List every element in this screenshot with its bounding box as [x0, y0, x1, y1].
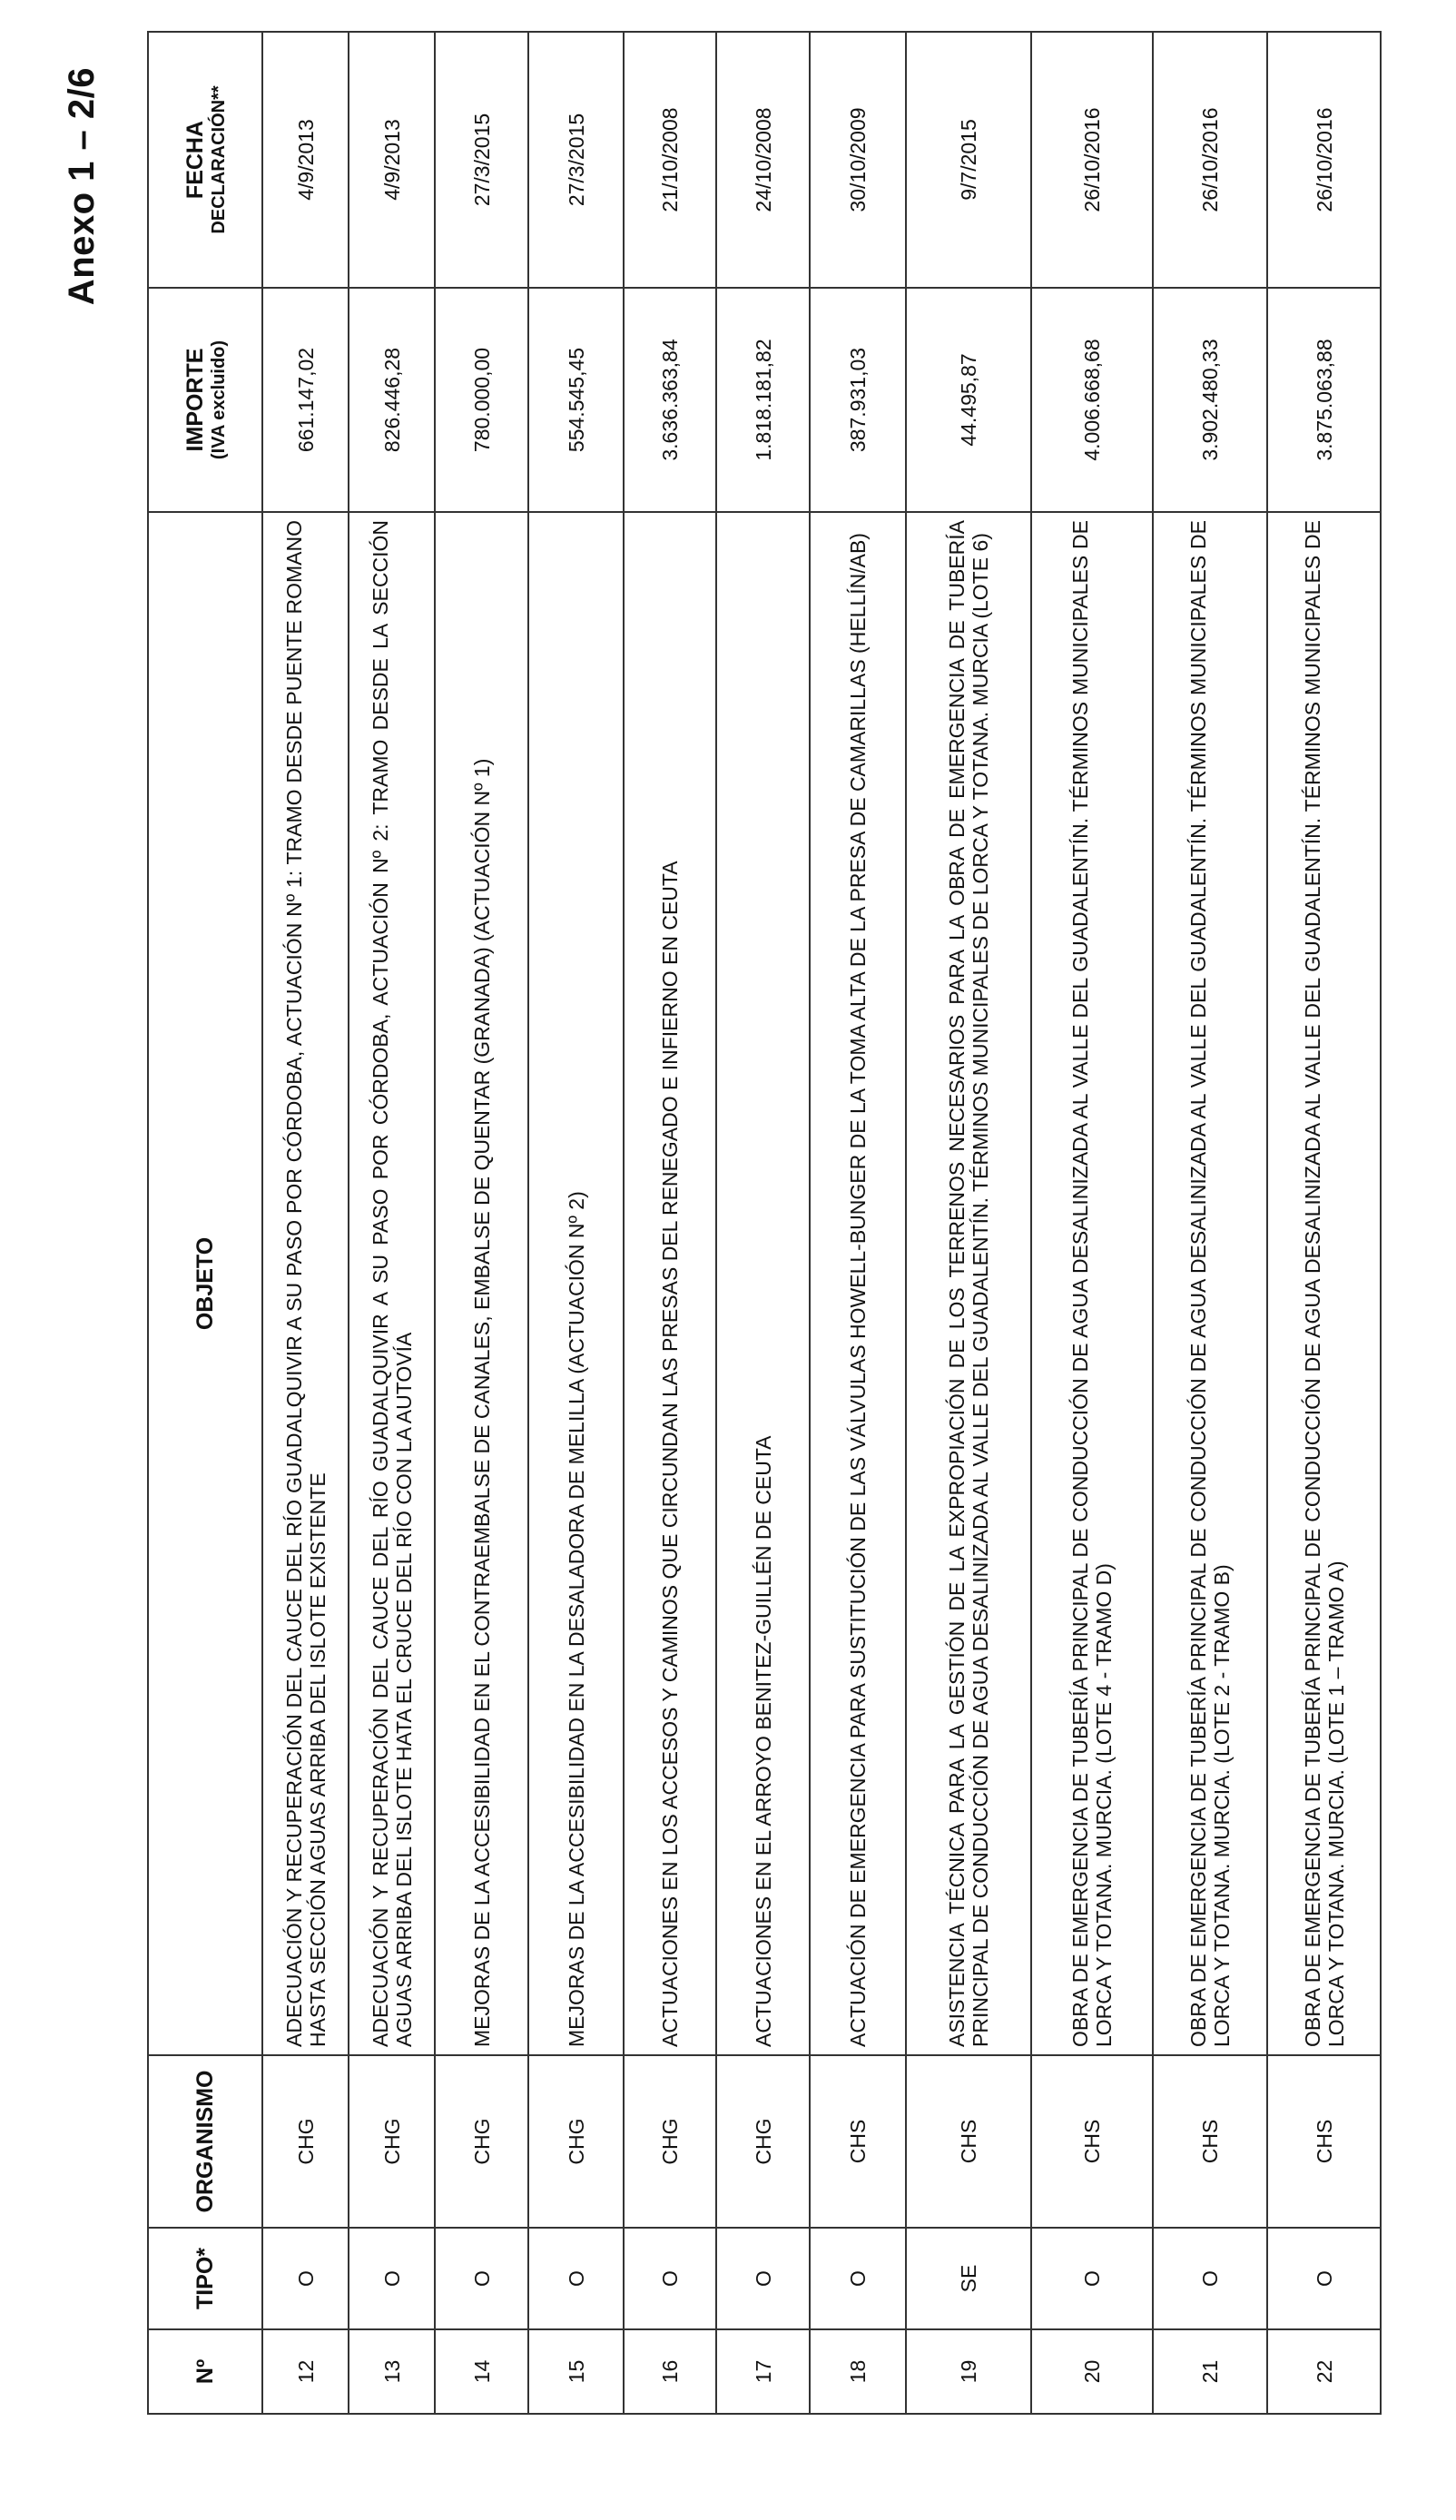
table-row — [435, 32, 528, 2414]
cell-tipo: SE — [906, 2228, 1031, 2329]
cell-tipo: O — [1267, 2228, 1381, 2329]
table-row — [528, 32, 624, 2414]
cell-fecha: 21/10/2008 — [624, 32, 716, 288]
cell-tipo: O — [810, 2228, 906, 2329]
cell-fecha: 26/10/2016 — [1153, 32, 1267, 288]
contracts-table — [147, 31, 1382, 2415]
header-organismo: ORGANISMO — [148, 2055, 262, 2228]
cell-objeto: ADECUACIÓN Y RECUPERACIÓN DEL CAUCE DEL RÍO GUADALQUIVIR A SU PASO POR CÓRDOBA, ACTUACIÓN Nº 2: TRAMO DESDE LA SECCIÓN AGUAS ARRIBA DEL ISLOTE HATA EL CRUCE DEL RÍO CON LA AUTOVÍA — [349, 512, 435, 2055]
cell-objeto: ACTUACIÓN DE EMERGENCIA PARA SUSTITUCIÓN DE LAS VÁLVULAS HOWELL-BUNGER DE LA TOMA ALTA DE LA PRESA DE CAMARILLAS (HELLÍN/AB) — [810, 512, 906, 2055]
cell-tipo: O — [262, 2228, 349, 2329]
cell-fecha: 26/10/2016 — [1031, 32, 1153, 288]
cell-fecha: 26/10/2016 — [1267, 32, 1381, 288]
cell-organismo: CHG — [716, 2055, 810, 2228]
cell-objeto: ACTUACIONES EN EL ARROYO BENITEZ-GUILLÉN DE CEUTA — [716, 512, 810, 2055]
cell-importe: 1.818.181,82 — [716, 288, 810, 512]
cell-num: 17 — [716, 2329, 810, 2414]
cell-tipo: O — [349, 2228, 435, 2329]
table-row — [716, 32, 810, 2414]
cell-fecha: 27/3/2015 — [435, 32, 528, 288]
annex-title: Anexo 1 – 2/6 — [62, 67, 102, 306]
cell-importe: 4.006.668,68 — [1031, 288, 1153, 512]
cell-num: 19 — [906, 2329, 1031, 2414]
cell-num: 13 — [349, 2329, 435, 2414]
cell-importe: 826.446,28 — [349, 288, 435, 512]
header-fecha-label: FECHA — [182, 120, 208, 200]
cell-fecha: 4/9/2013 — [349, 32, 435, 288]
cell-objeto: MEJORAS DE LA ACCESIBILIDAD EN LA DESALADORA DE MELILLA (ACTUACIÓN Nº 2) — [528, 512, 624, 2055]
cell-organismo: CHG — [624, 2055, 716, 2228]
cell-organismo: CHS — [810, 2055, 906, 2228]
cell-importe: 3.636.363,84 — [624, 288, 716, 512]
cell-organismo: CHS — [1153, 2055, 1267, 2228]
cell-organismo: CHG — [262, 2055, 349, 2228]
cell-tipo: O — [1153, 2228, 1267, 2329]
cell-organismo: CHG — [528, 2055, 624, 2228]
cell-num: 16 — [624, 2329, 716, 2414]
header-importe-label: IMPORTE — [182, 348, 208, 452]
cell-num: 18 — [810, 2329, 906, 2414]
cell-num: 12 — [262, 2329, 349, 2414]
table-row — [262, 32, 349, 2414]
cell-objeto: OBRA DE EMERGENCIA DE TUBERÍA PRINCIPAL DE CONDUCCIÓN DE AGUA DESALINIZADA AL VALLE DEL GUADALENTÍN. TÉRMINOS MUNICIPALES DE LORCA Y TOTANA. MURCIA. (LOTE 1 – TRAMO A) — [1267, 512, 1381, 2055]
table-header-row — [148, 32, 262, 2414]
cell-num: 21 — [1153, 2329, 1267, 2414]
table-row — [1267, 32, 1381, 2414]
cell-organismo: CHS — [1031, 2055, 1153, 2228]
cell-objeto: ADECUACIÓN Y RECUPERACIÓN DEL CAUCE DEL RÍO GUADALQUIVIR A SU PASO POR CÓRDOBA, ACTUACIÓN Nº 1: TRAMO DESDE PUENTE ROMANO HASTA SECCIÓN AGUAS ARRIBA DEL ISLOTE EXISTENTE — [262, 512, 349, 2055]
header-importe — [148, 288, 262, 512]
cell-fecha: 30/10/2009 — [810, 32, 906, 288]
cell-importe: 44.495,87 — [906, 288, 1031, 512]
cell-num: 14 — [435, 2329, 528, 2414]
table-row — [349, 32, 435, 2414]
header-fecha-sub: DECLARACIÓN** — [208, 85, 229, 234]
header-num: Nº — [148, 2329, 262, 2414]
cell-objeto: OBRA DE EMERGENCIA DE TUBERÍA PRINCIPAL DE CONDUCCIÓN DE AGUA DESALINIZADA AL VALLE DEL GUADALENTÍN. TÉRMINOS MUNICIPALES DE LORCA Y TOTANA. MURCIA. (LOTE 4 - TRAMO D) — [1031, 512, 1153, 2055]
cell-fecha: 24/10/2008 — [716, 32, 810, 288]
cell-importe: 387.931,03 — [810, 288, 906, 512]
cell-objeto: OBRA DE EMERGENCIA DE TUBERÍA PRINCIPAL DE CONDUCCIÓN DE AGUA DESALINIZADA AL VALLE DEL GUADALENTÍN. TÉRMINOS MUNICIPALES DE LORCA Y TOTANA. MURCIA. (LOTE 2 - TRAMO B) — [1153, 512, 1267, 2055]
cell-tipo: O — [716, 2228, 810, 2329]
cell-num: 22 — [1267, 2329, 1381, 2414]
cell-num: 15 — [528, 2329, 624, 2414]
cell-importe: 780.000,00 — [435, 288, 528, 512]
header-tipo: TIPO* — [148, 2228, 262, 2329]
cell-tipo: O — [528, 2228, 624, 2329]
header-importe-sub: (IVA excluido) — [208, 340, 229, 460]
cell-tipo: O — [435, 2228, 528, 2329]
cell-organismo: CHS — [906, 2055, 1031, 2228]
table-row — [810, 32, 906, 2414]
table-row — [906, 32, 1031, 2414]
cell-fecha: 9/7/2015 — [906, 32, 1031, 288]
cell-tipo: O — [624, 2228, 716, 2329]
cell-tipo: O — [1031, 2228, 1153, 2329]
cell-objeto: MEJORAS DE LA ACCESIBILIDAD EN EL CONTRAEMBALSE DE CANALES, EMBALSE DE QUENTAR (GRANADA) (ACTUACIÓN Nº 1) — [435, 512, 528, 2055]
cell-fecha: 27/3/2015 — [528, 32, 624, 288]
cell-organismo: CHG — [435, 2055, 528, 2228]
cell-importe: 554.545,45 — [528, 288, 624, 512]
cell-fecha: 4/9/2013 — [262, 32, 349, 288]
cell-importe: 661.147,02 — [262, 288, 349, 512]
table-row — [1153, 32, 1267, 2414]
header-fecha — [148, 32, 262, 288]
header-objeto: OBJETO — [148, 512, 262, 2055]
table-row — [1031, 32, 1153, 2414]
cell-organismo: CHG — [349, 2055, 435, 2228]
cell-objeto: ACTUACIONES EN LOS ACCESOS Y CAMINOS QUE CIRCUNDAN LAS PRESAS DEL RENEGADO E INFIERNO EN CEUTA — [624, 512, 716, 2055]
table-row — [624, 32, 716, 2414]
cell-objeto: ASISTENCIA TÉCNICA PARA LA GESTIÓN DE LA EXPROPIACIÓN DE LOS TERRENOS NECESARIOS PARA LA OBRA DE EMERGENCIA DE TUBERÍA PRINCIPAL DE CONDUCCIÓN DE AGUA DESALINIZADA AL VALLE DEL GUADALENTÍN. TÉRMINOS MUNICIPALES DE LORCA Y TOTANA. MURCIA (LOTE 6) — [906, 512, 1031, 2055]
cell-importe: 3.902.480,33 — [1153, 288, 1267, 512]
cell-importe: 3.875.063,88 — [1267, 288, 1381, 512]
cell-organismo: CHS — [1267, 2055, 1381, 2228]
cell-num: 20 — [1031, 2329, 1153, 2414]
